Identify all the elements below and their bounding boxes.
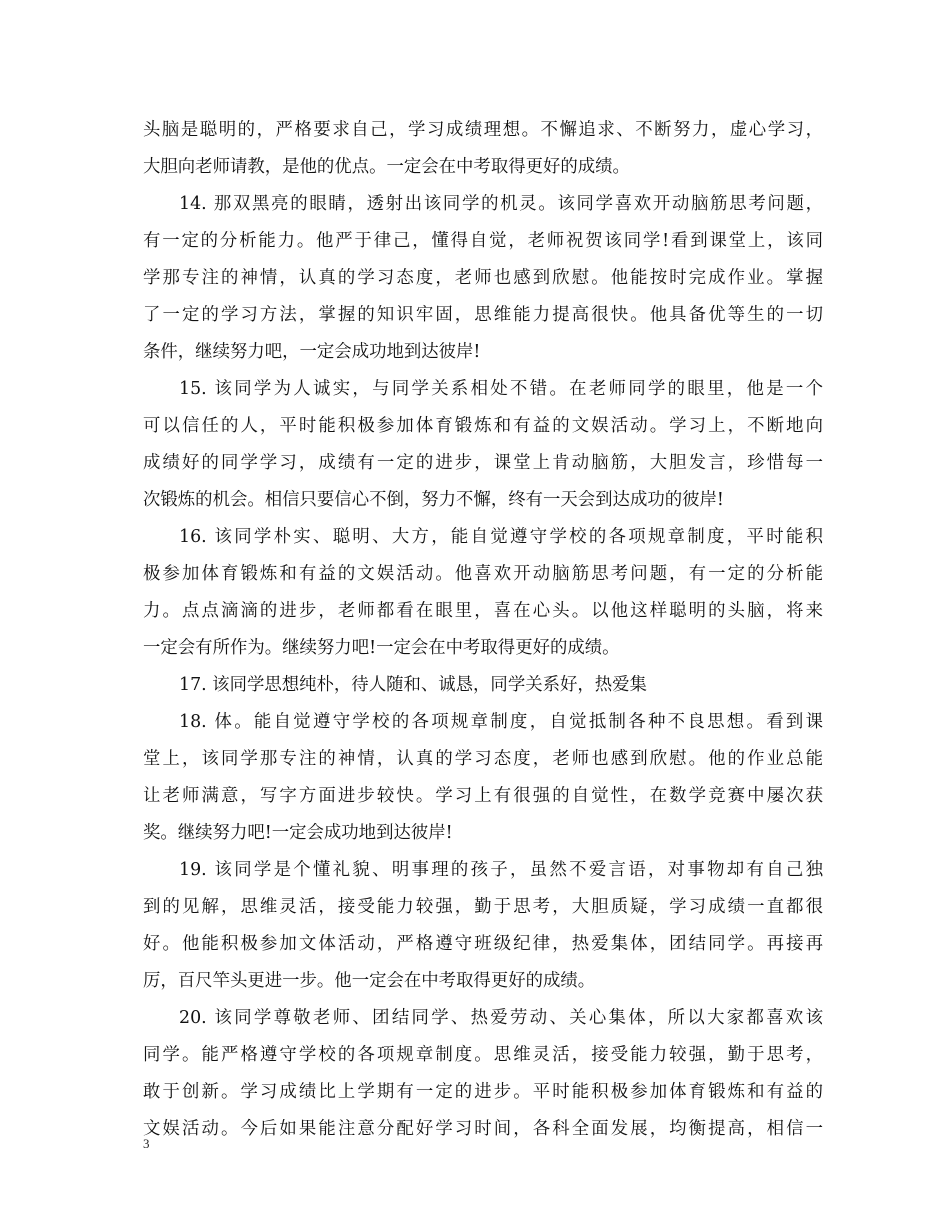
text-line: 大胆向老师请教，是他的优点。一定会在中考取得更好的成绩。 bbox=[143, 157, 630, 177]
text-line: 一定会有所作为。继续努力吧!一定会在中考取得更好的成绩。 bbox=[143, 638, 620, 658]
text-line: 有一定的分析能力。他严于律己，懂得自觉，老师祝贺该同学!看到课堂上，该同 bbox=[143, 231, 823, 251]
paragraph-16-start: 16. 该同学朴实、聪明、大方，能自觉遵守学校的各项规章制度，平时能积 bbox=[179, 527, 823, 547]
text-line: 到的见解，思维灵活，接受能力较强，勤于思考，大胆质疑，学习成绩一直都很 bbox=[143, 897, 823, 917]
text-line: 力。点点滴滴的进步，老师都看在眼里，喜在心头。以他这样聪明的头脑，将来 bbox=[143, 601, 823, 621]
text-line: 同学。能严格遵守学校的各项规章制度。思维灵活，接受能力较强，勤于思考， bbox=[143, 1045, 823, 1065]
paragraph-19-start: 19. 该同学是个懂礼貌、明事理的孩子，虽然不爱言语，对事物却有自己独 bbox=[179, 860, 823, 880]
paragraph-20-start: 20. 该同学尊敬老师、团结同学、热爱劳动、关心集体，所以大家都喜欢该 bbox=[179, 1008, 823, 1028]
text-line: 让老师满意，写字方面进步较快。学习上有很强的自觉性，在数学竞赛中屡次获 bbox=[143, 786, 823, 806]
text-line: 敢于创新。学习成绩比上学期有一定的进步。平时能积极参加体育锻炼和有益的 bbox=[143, 1082, 823, 1102]
text-line: 堂上，该同学那专注的神情，认真的学习态度，老师也感到欣慰。他的作业总能 bbox=[143, 749, 823, 769]
paragraph-15-start: 15. 该同学为人诚实，与同学关系相处不错。在老师同学的眼里，他是一个 bbox=[179, 379, 823, 399]
text-line: 次锻炼的机会。相信只要信心不倒，努力不懈，终有一天会到达成功的彼岸! bbox=[143, 490, 724, 510]
paragraph-18-start: 18. 体。能自觉遵守学校的各项规章制度，自觉抵制各种不良思想。看到课 bbox=[179, 712, 823, 732]
text-line: 了一定的学习方法，掌握的知识牢固，思维能力提高很快。他具备优等生的一切 bbox=[143, 305, 823, 325]
text-line: 好。他能积极参加文体活动，严格遵守班级纪律，热爱集体，团结同学。再接再 bbox=[143, 934, 823, 954]
text-line: 厉，百尺竿头更进一步。他一定会在中考取得更好的成绩。 bbox=[143, 971, 596, 991]
text-line: 学那专注的神情，认真的学习态度，老师也感到欣慰。他能按时完成作业。掌握 bbox=[143, 268, 823, 288]
text-line: 成绩好的同学学习，成绩有一定的进步，课堂上肯动脑筋，大胆发言，珍惜每一 bbox=[143, 453, 823, 473]
text-line: 奖。继续努力吧!一定会成功地到达彼岸! bbox=[143, 823, 453, 843]
body-text bbox=[143, 112, 823, 1148]
text-line: 头脑是聪明的，严格要求自己，学习成绩理想。不懈追求、不断努力，虚心学习， bbox=[143, 120, 823, 140]
text-line: 文娱活动。今后如果能注意分配好学习时间，各科全面发展，均衡提高，相信一 bbox=[143, 1119, 823, 1139]
page-number: 3 bbox=[143, 1136, 150, 1151]
paragraph-17: 17. 该同学思想纯朴，待人随和、诚恳，同学关系好，热爱集 bbox=[179, 675, 647, 695]
text-line: 可以信任的人，平时能积极参加体育锻炼和有益的文娱活动。学习上，不断地向 bbox=[143, 416, 823, 436]
text-line: 极参加体育锻炼和有益的文娱活动。他喜欢开动脑筋思考问题，有一定的分析能 bbox=[143, 564, 823, 584]
text-line: 条件，继续努力吧，一定会成功地到达彼岸! bbox=[143, 342, 481, 362]
paragraph-14-start: 14. 那双黑亮的眼睛，透射出该同学的机灵。该同学喜欢开动脑筋思考问题， bbox=[179, 194, 823, 214]
